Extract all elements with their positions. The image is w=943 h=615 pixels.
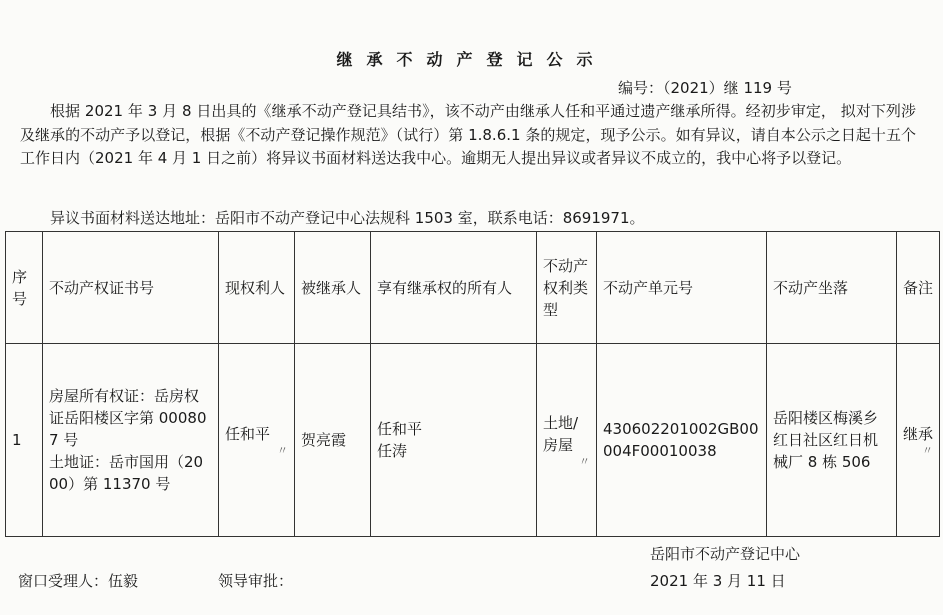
header-deceased: 被继承人 <box>295 232 371 344</box>
header-heirs: 享有继承权的所有人 <box>371 232 537 344</box>
notice-title: 继承不动产登记公示 <box>336 50 607 69</box>
leader-review: 领导审批： <box>218 572 294 590</box>
header-seq: 序号 <box>6 232 43 344</box>
cert-house: 房屋所有权证：岳房权证岳阳楼区字第 000807 号 <box>49 387 207 449</box>
holder-name: 任和平 <box>225 425 271 443</box>
ditto-mark: 〃 <box>277 444 288 457</box>
note-value: 继承 <box>903 425 934 443</box>
header-right-type: 不动产权利类型 <box>537 232 597 344</box>
signature-date: 2021 年 3 月 11 日 <box>650 572 786 590</box>
property-table <box>5 231 940 537</box>
right-type-value: 土地/房屋 <box>543 414 579 454</box>
header-holder: 现权利人 <box>219 232 295 344</box>
header-note: 备注 <box>897 232 940 344</box>
cell-holder <box>219 344 295 537</box>
cell-location: 岳阳楼区梅溪乡红日社区红日机械厂 8 栋 506 <box>767 344 897 537</box>
table-row <box>6 344 940 537</box>
heir-1: 任和平 <box>377 420 423 438</box>
cert-land: 土地证：岳市国用（2000）第 11370 号 <box>49 453 204 493</box>
header-location: 不动产坐落 <box>767 232 897 344</box>
notice-paragraph: 根据 2021 年 3 月 8 日出具的《继承不动产登记具结书》，该不动产由继承人任和平通过遗产继承所得。经初步审定， 拟对下列涉及继承的不动产予以登记，根据《不动产登记操作规范》（试行）第 1.8.6.1 条的规定，现予公示。如有异议，请自本公示之日起十五个工作日内（2021 年 4 月 1 日之前）将异议书面材料送达我中心。逾期无人提出异议或者异议不成立的，我中心将予以登记。 <box>20 102 916 167</box>
cell-note <box>897 344 940 537</box>
document-number: 编号：（2021）继 119 号 <box>618 79 792 97</box>
cell-heirs <box>371 344 537 537</box>
cell-right-type <box>537 344 597 537</box>
objection-address: 异议书面材料送达地址：岳阳市不动产登记中心法规科 1503 室，联系电话：8691971。 <box>50 209 645 227</box>
signature-org: 岳阳市不动产登记中心 <box>650 545 801 563</box>
ditto-mark: 〃 <box>579 455 590 468</box>
header-unit-no: 不动产单元号 <box>597 232 767 344</box>
cell-deceased: 贺亮霞 <box>295 344 371 537</box>
table-header-row <box>6 232 940 344</box>
cell-cert <box>43 344 219 537</box>
header-cert: 不动产权证书号 <box>43 232 219 344</box>
window-clerk: 窗口受理人：伍毅 <box>18 572 139 590</box>
heir-2: 任涛 <box>377 442 408 460</box>
notice-body <box>20 100 916 171</box>
cell-seq: 1 <box>6 344 43 537</box>
ditto-mark: 〃 <box>922 444 933 457</box>
cell-unit-no: 430602201002GB00004F00010038 <box>597 344 767 537</box>
